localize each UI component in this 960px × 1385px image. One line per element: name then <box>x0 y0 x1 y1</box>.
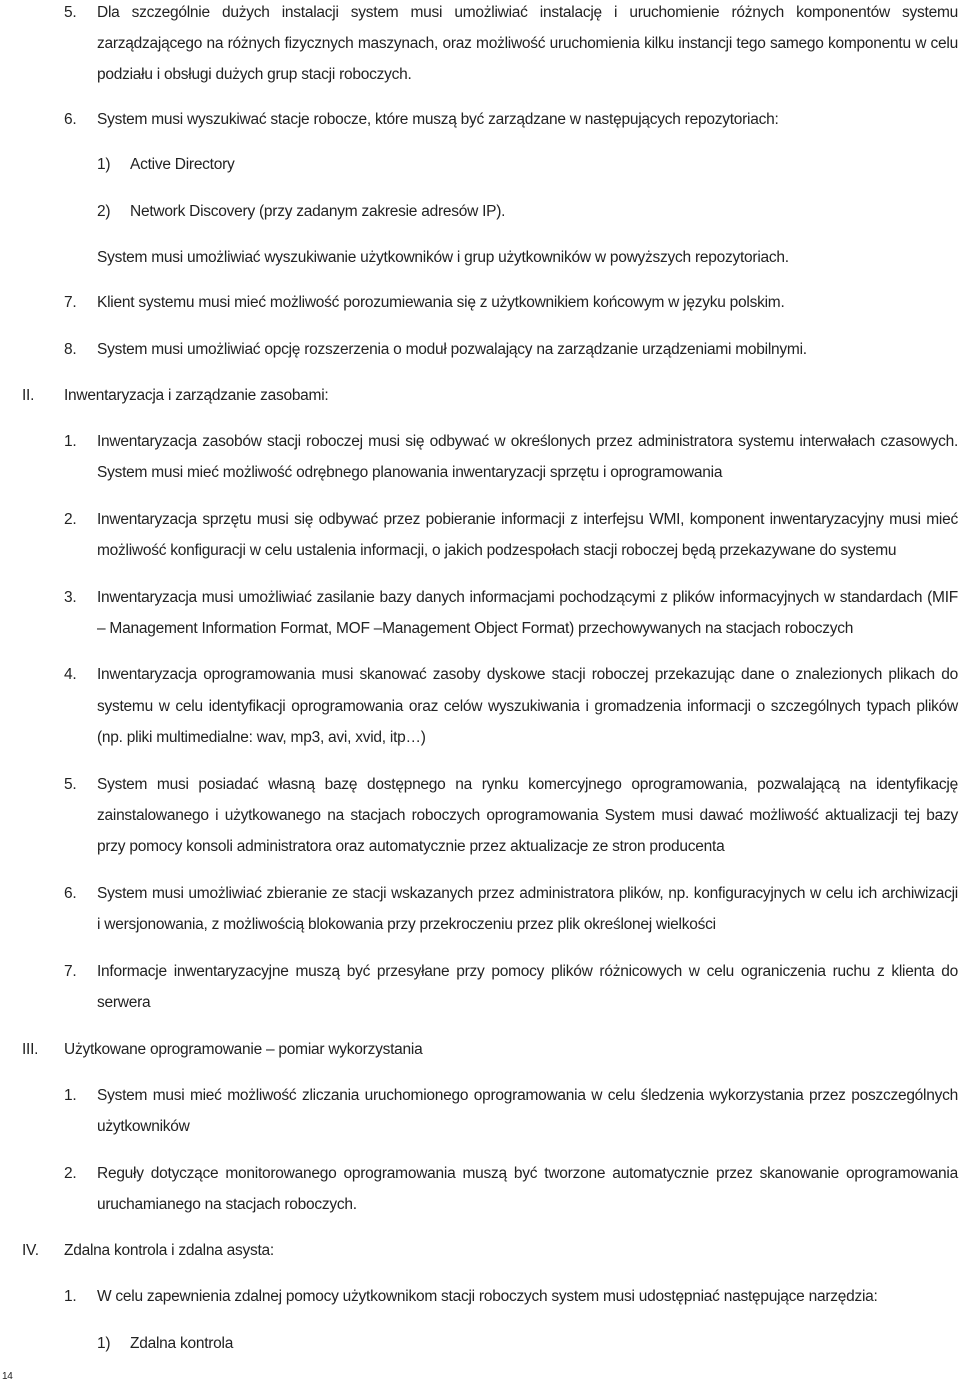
paragraph-line: Informacje inwentaryzacyjne muszą być przesyłane przy pomocy plików różnicowych w celu ograniczenia ruchu z klienta do <box>97 963 958 980</box>
list-number: 5. <box>64 4 77 21</box>
section-number: IV. <box>22 1242 39 1259</box>
sublist-number: 1) <box>97 156 111 173</box>
paragraph-line: Inwentaryzacja oprogramowania musi skanować zasoby dyskowe stacji roboczej przekazując dane o znalezionych plikach do <box>97 666 958 683</box>
page-number: 14 <box>2 1371 13 1382</box>
list-number: 1. <box>64 1087 77 1104</box>
paragraph-line: i wersjonowania, z możliwością blokowania przy przekroczeniu przez plik określonej wielkości <box>97 916 716 933</box>
sublist-number: 1) <box>97 1335 111 1352</box>
list-number: 4. <box>64 666 77 683</box>
list-number: 1. <box>64 433 77 450</box>
list-number: 7. <box>64 294 77 311</box>
paragraph-line: przy pomocy konsoli administratora oraz automatycznie przez aktualizacje ze stron producenta <box>97 838 725 855</box>
section-number: III. <box>22 1041 39 1058</box>
paragraph-line: serwera <box>97 994 151 1011</box>
paragraph-line: Inwentaryzacja zasobów stacji roboczej musi się odbywać w określonych przez administratora systemu interwałach czasowych. <box>97 433 958 450</box>
paragraph-line: System musi umożliwiać wyszukiwanie użytkowników i grup użytkowników w powyższych repozytoriach. <box>97 249 789 266</box>
list-number: 8. <box>64 341 77 358</box>
paragraph-line: System musi umożliwiać opcję rozszerzenia o moduł pozwalający na zarządzanie urządzeniami mobilnymi. <box>97 341 807 358</box>
section-heading: Zdalna kontrola i zdalna asysta: <box>64 1242 274 1259</box>
paragraph-line: System musi wyszukiwać stacje robocze, które muszą być zarządzane w następujących repozytoriach: <box>97 111 779 128</box>
sublist-item: Active Directory <box>130 156 235 173</box>
list-number: 7. <box>64 963 77 980</box>
list-number: 2. <box>64 511 77 528</box>
list-number: 5. <box>64 776 77 793</box>
section-number: II. <box>22 387 35 404</box>
paragraph-line: – Management Information Format, MOF –Management Object Format) przechowywanych na stacjach roboczych <box>97 620 854 637</box>
paragraph-line: użytkowników <box>97 1118 190 1135</box>
paragraph-line: zainstalowanego i użytkowanego na stacjach roboczych oprogramowania System musi dawać możliwość aktualizacji tej bazy <box>97 807 958 824</box>
sublist-item: Network Discovery (przy zadanym zakresie adresów IP). <box>130 203 506 220</box>
section-heading: Użytkowane oprogramowanie – pomiar wykorzystania <box>64 1041 423 1058</box>
paragraph-line: Inwentaryzacja sprzętu musi się odbywać przez pobieranie informacji z interfejsu WMI, komponent inwentaryzacyjny musi mieć <box>97 511 958 528</box>
list-number: 6. <box>64 885 77 902</box>
paragraph-line: zarządzającego na różnych fizycznych maszynach, oraz możliwość uruchomienia kilku instancji tego samego komponentu w celu <box>97 35 958 52</box>
paragraph-line: Klient systemu musi mieć możliwość porozumiewania się z użytkownikiem końcowym w języku polskim. <box>97 294 785 311</box>
sublist-number: 2) <box>97 203 111 220</box>
list-number: 2. <box>64 1165 77 1182</box>
paragraph-line: System musi mieć możliwość odrębnego planowania inwentaryzacji sprzętu i oprogramowania <box>97 464 723 481</box>
list-number: 1. <box>64 1288 77 1305</box>
paragraph-line: W celu zapewnienia zdalnej pomocy użytkownikom stacji roboczych system musi udostępniać następujące narzędzia: <box>97 1288 878 1305</box>
paragraph-line: (np. pliki multimedialne: wav, mp3, avi, xvid, itp…) <box>97 729 426 746</box>
list-number: 6. <box>64 111 77 128</box>
paragraph-line: podziału i obsługi dużych grup stacji roboczych. <box>97 66 412 83</box>
paragraph-line: systemu w celu identyfikacji oprogramowania oraz celów wyszukiwania i gromadzenia informacji o szczególnych typach plików <box>97 698 958 715</box>
list-number: 3. <box>64 589 77 606</box>
section-heading: Inwentaryzacja i zarządzanie zasobami: <box>64 387 329 404</box>
paragraph-line: System musi posiadać własną bazę dostępnego na rynku komercyjnego oprogramowania, pozwalającą na identyfikację <box>97 776 958 793</box>
paragraph-line: System musi umożliwiać zbieranie ze stacji wskazanych przez administratora plików, np. konfiguracyjnych w celu ich archiwizacji <box>97 885 958 902</box>
paragraph-line: możliwość konfiguracji w celu ustalenia informacji, o jakich podzespołach stacji roboczej będą przekazywane do systemu <box>97 542 897 559</box>
paragraph-line: Inwentaryzacja musi umożliwiać zasilanie bazy danych informacjami pochodzącymi z plików informacyjnych w standardach (MIF <box>97 589 958 606</box>
paragraph-line: uruchamianego na stacjach roboczych. <box>97 1196 357 1213</box>
paragraph-line: Reguły dotyczące monitorowanego oprogramowania muszą być tworzone automatycznie przez skanowanie oprogramowania <box>97 1165 958 1182</box>
paragraph-line: Dla szczególnie dużych instalacji system musi umożliwiać instalację i uruchomienie różnych komponentów systemu <box>97 4 958 21</box>
paragraph-line: System musi mieć możliwość zliczania uruchomionego oprogramowania w celu śledzenia wykorzystania przez poszczególnych <box>97 1087 958 1104</box>
sublist-item: Zdalna kontrola <box>130 1335 234 1352</box>
